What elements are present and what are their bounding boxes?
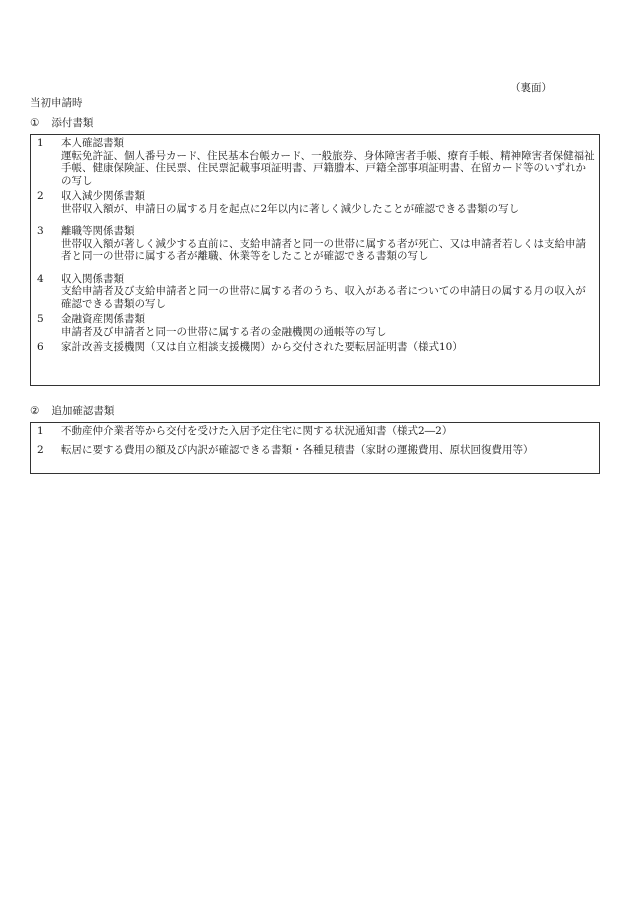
section2-marker: ② [30,405,40,417]
item-title: 本人確認書類 [61,137,124,149]
section1-box [30,134,600,386]
list-item [37,273,595,311]
item-title: 金融資産関係書類 [61,313,145,325]
item-number: 6 [37,341,44,353]
list-item [37,190,595,215]
item-description: 申請者及び申請者と同一の世帯に属する者の金融機関の通帳等の写し [61,325,387,338]
item-title: 収入減少関係書類 [61,190,145,202]
item-number: 3 [37,225,44,237]
list-item [37,425,595,438]
section1-heading [30,117,93,130]
item-description: 世帯収入額が著しく減少する直前に、支給申請者と同一の世帯に属する者が死亡、又は申請者若しくは支給申請者と同一の世帯に属する者が離職、休業等をしたことが確認できる書類の写し [61,237,586,262]
item-number: 2 [37,190,44,202]
item-description: 運転免許証、個人番号カード、住民基本台帳カード、一般旅券、身体障害者手帳、療育手帳、精神障害者保健福祉手帳、健康保険証、住民票、住民票記載事項証明書、戸籍謄本、戸籍全部事項証明書、在留カード等のいずれかの写し [61,149,595,187]
section1-marker: ① [30,117,40,129]
initial-heading: 当初申請時 [30,97,83,109]
page-label: （裏面） [510,82,552,94]
item-title: 収入関係書類 [61,272,124,285]
list-item [37,225,595,263]
item-number: 2 [37,443,44,456]
section1-title: 添付書類 [51,117,94,129]
list-item [37,137,595,187]
item-number: 1 [37,425,44,437]
item-number: 5 [37,313,44,325]
list-item [37,313,595,338]
section2-heading [30,405,114,418]
item-title: 離職等関係書類 [61,225,135,237]
list-item [37,444,595,457]
item-number: 1 [37,137,44,149]
list-item [37,341,595,354]
item-number: 4 [37,272,44,285]
item-title: 家計改善支援機関（又は自立相談支援機関）から交付された要転居証明書（様式10） [61,341,463,353]
item-title: 転居に要する費用の額及び内訳が確認できる書類・各種見積書（家財の運搬費用、原状回復費用等） [61,443,534,456]
item-title: 不動産仲介業者等から交付を受けた入居予定住宅に関する状況通知書（様式2―2） [61,425,453,437]
section2-title: 追加確認書類 [51,405,115,417]
item-description: 世帯収入額が、申請日の属する月を起点に2年以内に著しく減少したことが確認できる書類の写し [61,202,520,215]
item-description: 支給申請者及び支給申請者と同一の世帯に属する者のうち、収入がある者についての申請日の属する月の収入が確認できる書類の写し [61,285,586,310]
section2-box [30,422,600,474]
